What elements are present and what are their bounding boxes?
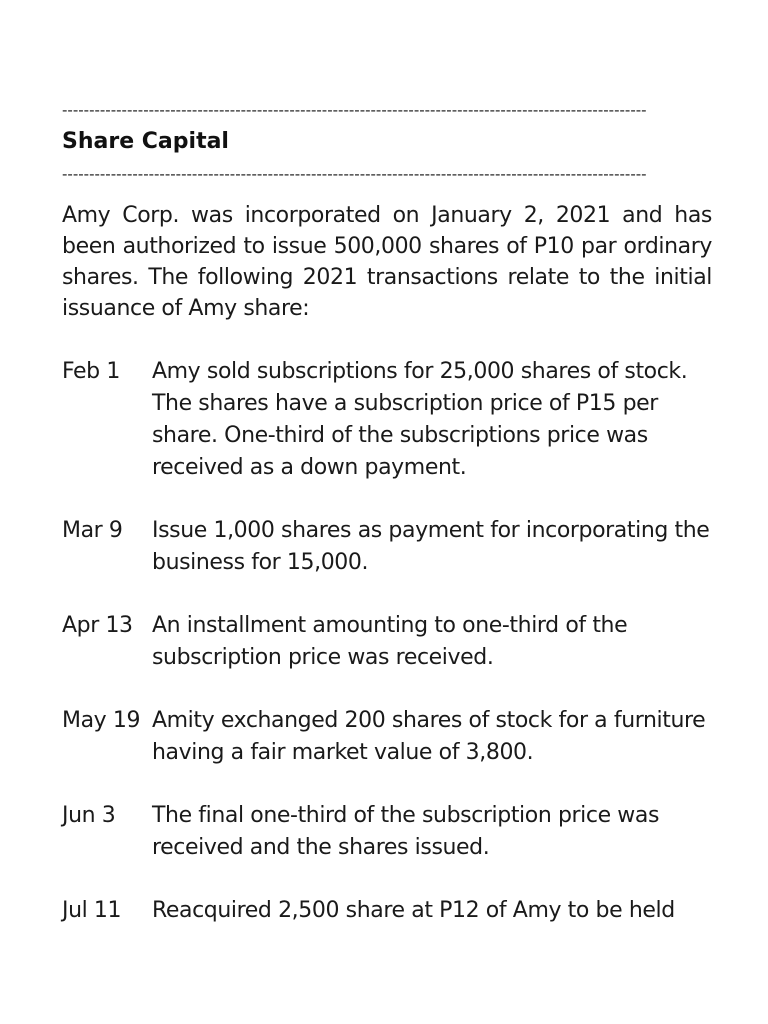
transaction-item [62,705,712,769]
transaction-item [62,610,712,674]
divider-top: ------------------------------------------------------------------------------------------------------------ [62,101,647,119]
transaction-item [62,895,712,927]
transaction-date: Jun 3 [62,803,116,828]
transaction-date: Feb 1 [62,359,120,384]
transaction-item [62,800,712,864]
transaction-description: An installment amounting to one-third of the subscription price was received. [152,613,628,670]
transaction-description: Issue 1,000 shares as payment for incorporating the business for 15,000. [152,518,710,575]
transaction-list [62,356,712,927]
divider-bottom: ------------------------------------------------------------------------------------------------------------ [62,165,647,183]
transaction-item [62,515,712,579]
transaction-description: The final one-third of the subscription price was received and the shares issued. [152,803,660,860]
transaction-description: Amy sold subscriptions for 25,000 shares of stock. The shares have a subscription price of P15 per share. One-third of the subscriptions price was received as a down payment. [152,359,688,480]
transaction-date: May 19 [62,708,141,733]
transaction-description: Reacquired 2,500 share at P12 of Amy to be held [152,898,675,923]
transaction-description: Amity exchanged 200 shares of stock for a furniture having a fair market value of 3,800. [152,708,706,765]
intro-paragraph: Amy Corp. was incorporated on January 2, 2021 and has been authorized to issue 500,000 shares of P10 par ordinary shares. The following 2021 transactions relate to the initial issuance of Amy share: [62,203,712,321]
page-title: Share Capital [62,129,229,154]
transaction-date: Jul 11 [62,898,122,923]
document-page [62,94,712,958]
transaction-item [62,356,712,484]
transaction-date: Mar 9 [62,518,123,543]
transaction-date: Apr 13 [62,613,133,638]
